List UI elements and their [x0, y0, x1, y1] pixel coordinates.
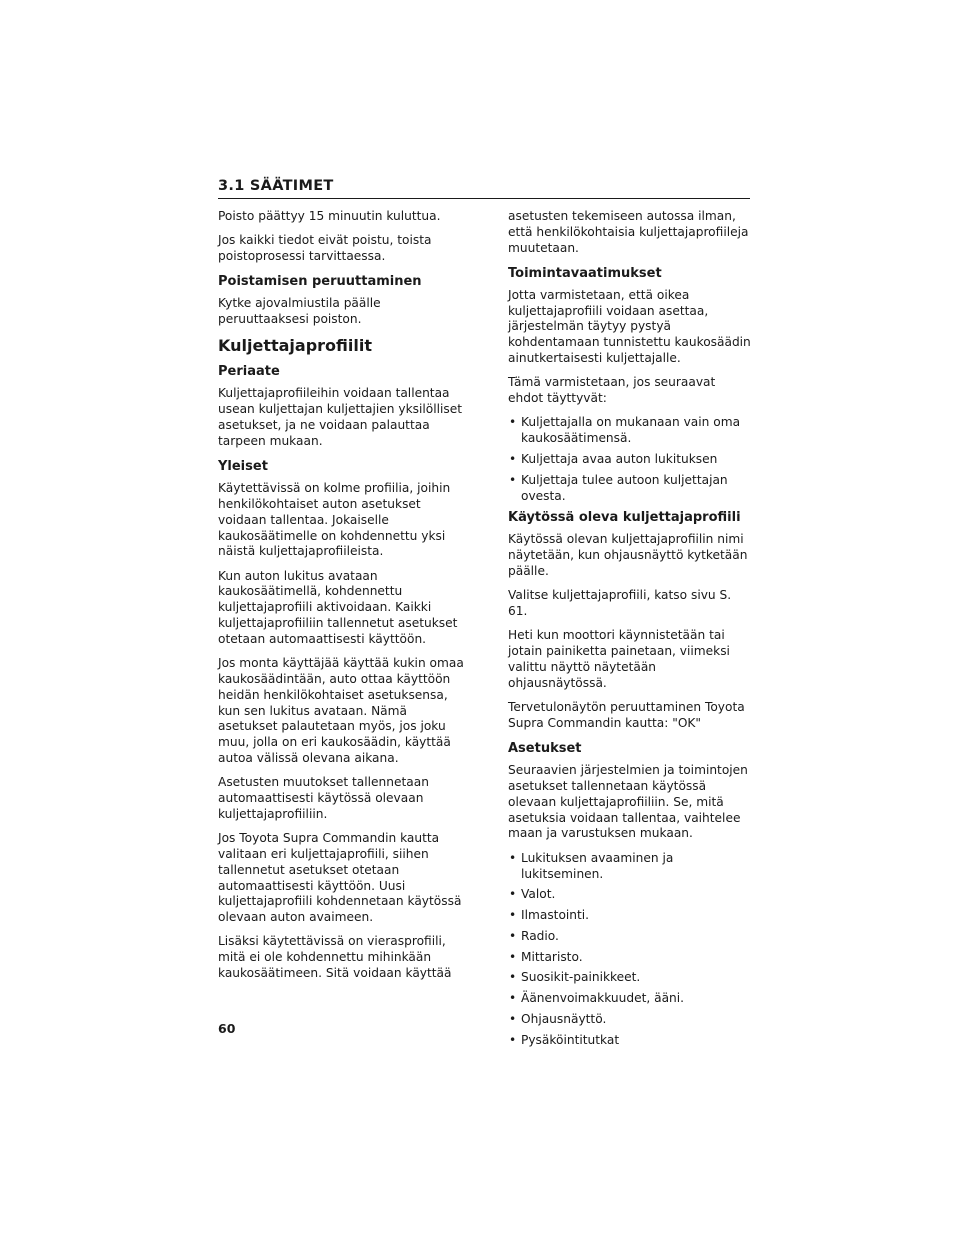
paragraph: Käytettävissä on kolme profiilia, joihin henkilökohtaiset auton asetukset voidaan tallentaa. Jokaiselle kaukosäätimelle on kohdennettu yksi näistä kuljettajaprofiileista. — [218, 481, 451, 559]
paragraph: Jotta varmistetaan, että oikea kuljettajaprofiili voidaan asettaa, järjestelmän täytyy pystyä kohdentamaan tunnistettu kaukosäädin ainutkertaisesti kuljettajalle. — [508, 287, 751, 366]
list-item: • Suosikit-painikkeet. — [508, 970, 754, 986]
subheading-cancel-deletion: Poistamisen peruuttaminen — [218, 274, 422, 290]
list-item: • Ohjausnäyttö. — [508, 1012, 754, 1028]
list-item: • Pysäköintitutkat — [508, 1033, 754, 1049]
paragraph: Jos kaikki tiedot eivät poistu, toista poistoprosessi tarvittaessa. — [218, 233, 432, 264]
list-item: • Kuljettajalla on mukanaan vain oma kaukosäätimensä. — [508, 415, 754, 447]
heading-driver-profiles: Kuljettajaprofiilit — [218, 336, 372, 356]
paragraph: Kuljettajaprofiileihin voidaan tallentaa usean kuljettajan kuljettajien yksilölliset asetukset, ja ne voidaan palauttaa tarpeen mukaan. — [218, 386, 462, 448]
paragraph: Jos Toyota Supra Commandin kautta valitaan eri kuljettajaprofiili, siihen tallennetut asetukset otetaan automaattisesti käyttöön. Uusi kuljettajaprofiili kohdennetaan käytössä olevaan auton avaimeen. — [218, 831, 462, 925]
list-item: • Kuljettaja tulee autoon kuljettajan ovesta. — [508, 473, 754, 505]
list-item: • Valot. — [508, 887, 754, 903]
list-item: • Äänenvoimakkuudet, ääni. — [508, 991, 754, 1007]
section-title: 3.1 SÄÄTIMET — [218, 178, 334, 194]
paragraph: Tervetulonäytön peruuttaminen Toyota Supra Commandin kautta: "OK" — [508, 700, 745, 730]
paragraph: Lisäksi käytettävissä on vierasprofiili, mitä ei ole kohdennettu mihinkään kaukosäätimeen. Sitä voidaan käyttää — [218, 934, 452, 980]
page-number: 60 — [218, 1021, 236, 1036]
list-item: • Kuljettaja avaa auton lukituksen — [508, 452, 754, 468]
subheading-settings: Asetukset — [508, 741, 582, 757]
list-item: • Lukituksen avaaminen ja lukitseminen. — [508, 851, 754, 883]
list-item: • Ilmastointi. — [508, 908, 754, 924]
paragraph: Kun auton lukitus avataan kaukosäätimellä, kohdennettu kuljettajaprofiili aktivoidaan. Kaikki kuljettajaprofiiliin tallennetut asetukset otetaan automaattisesti käyttöön. — [218, 568, 458, 646]
settings-list — [508, 851, 754, 1049]
paragraph: Asetusten muutokset tallennetaan automaattisesti käytössä olevaan kuljettajaprofiiliin. — [218, 775, 429, 821]
section-header — [218, 178, 750, 199]
right-column — [508, 209, 754, 1054]
paragraph: Käytössä olevan kuljettajaprofiilin nimi näytetään, kun ohjausnäyttö kytketään päälle. — [508, 532, 748, 579]
subheading-requirements: Toimintavaatimukset — [508, 265, 662, 281]
subheading-active-profile: Käytössä oleva kuljettajaprofiili — [508, 510, 741, 526]
list-item: • Mittaristo. — [508, 950, 754, 966]
paragraph: asetusten tekemiseen autossa ilman, että henkilökohtaisia kuljettajaprofiileja muutetaan. — [508, 209, 749, 255]
subheading-principle: Periaate — [218, 364, 280, 380]
list-item: • Radio. — [508, 929, 754, 945]
paragraph: Valitse kuljettajaprofiili, katso sivu S. 61. — [508, 588, 732, 619]
paragraph: Poisto päättyy 15 minuutin kuluttua. — [218, 209, 441, 223]
conditions-list — [508, 415, 754, 504]
left-column — [218, 209, 468, 990]
paragraph: Tämä varmistetaan, jos seuraavat ehdot täyttyvät: — [508, 375, 716, 406]
paragraph: Seuraavien järjestelmien ja toimintojen asetukset tallennetaan käytössä olevaan kuljettajaprofiiliin. Se, mitä asetuksia voidaan tallentaa, vaihtelee maan ja varustuksen mukaan. — [508, 763, 748, 841]
subheading-general: Yleiset — [218, 459, 268, 475]
paragraph: Jos monta käyttäjää käyttää kukin omaa kaukosäädintään, auto ottaa käyttöön heidän henkilökohtaiset asetuksensa, kun sen lukitus avataan. Nämä asetukset palautetaan myös, jos joku muu, jolla on eri kaukosäädin, käyttää autoa välissä olevana aikana. — [218, 656, 464, 765]
paragraph: Heti kun moottori käynnistetään tai jotain painiketta painetaan, viimeksi valittu näyttö näytetään ohjausnäytössä. — [508, 628, 730, 690]
paragraph: Kytke ajovalmiustila päälle peruuttaaksesi poiston. — [218, 296, 381, 327]
